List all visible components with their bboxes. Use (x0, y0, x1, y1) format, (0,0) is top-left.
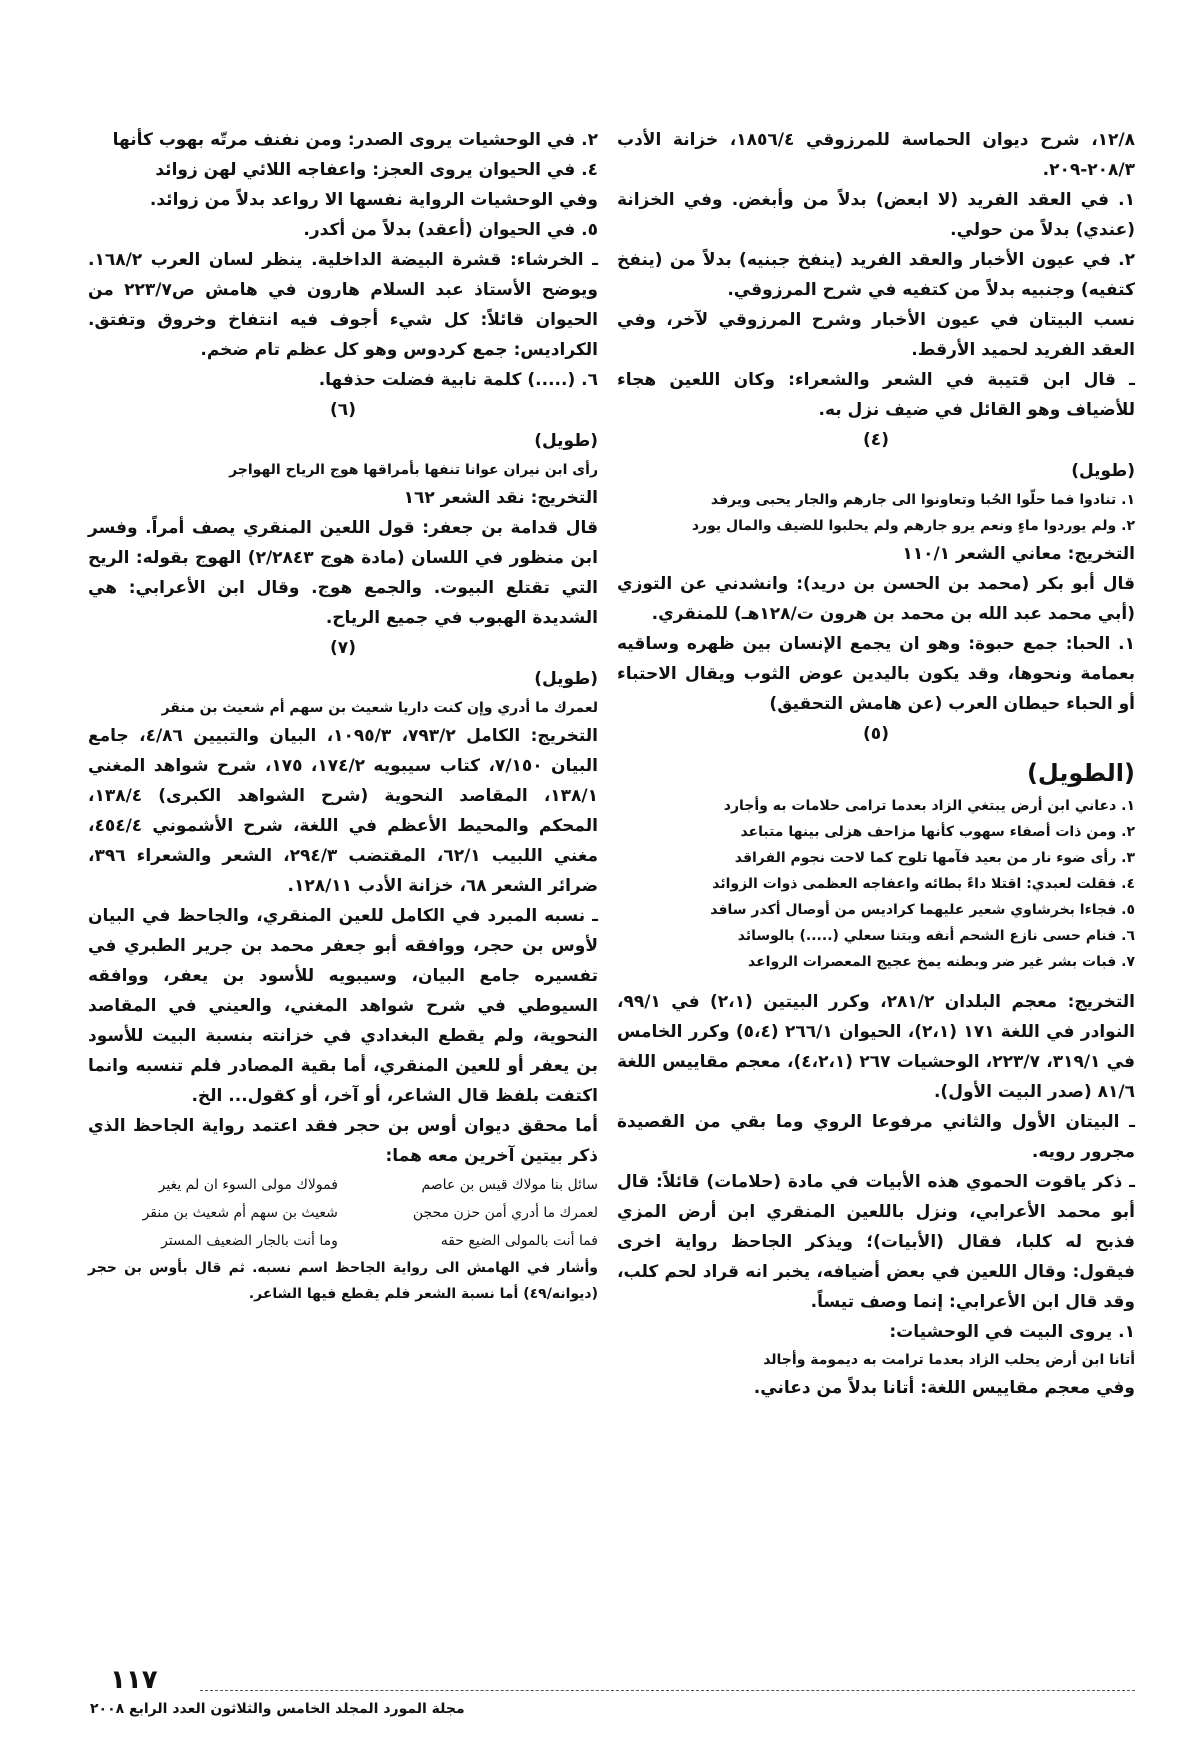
verse: ٥. فجاءا بخرشاوي شعير عليهما كراديس من أوصال أكدر سافد (710, 902, 1135, 918)
paragraph: ـ قال ابن قتيبة في الشعر والشعراء: وكان اللعين هجاء للأضياف وهو القائل في ضيف نزل به. (617, 370, 1135, 420)
section-number: (٧) (330, 638, 356, 658)
page-number: ١١٧ (110, 1665, 158, 1695)
meter-label: (الطويل) (1026, 759, 1135, 787)
paragraph: نسب البيتان في عيون الأخبار وشرح المرزوقي لآخر، وفي العقد الفريد لحميد الأرقط. (617, 310, 1135, 360)
verse-second-half: فمولاك مولى السوء ان لم يغير (158, 1177, 338, 1193)
verse: ١. دعاني ابن أرض يبتغي الزاد بعدما ترامى حلامات به وأجارد (723, 798, 1135, 814)
section-number: (٤) (863, 430, 889, 450)
paragraph: ١. الحبا: جمع حبوة: وهو ان يجمع الإنسان بين ظهره وساقيه بعمامة ونحوها، وقد يكون باليدين عوض الثوب ويقال الاحتباء أو الحباء حيطان العرب (عن هامش التحقيق) (617, 634, 1135, 714)
verse-first-half: لعمرك ما أدري أمن حزن محجن (412, 1205, 598, 1221)
paragraph: أما محقق ديوان أوس بن حجر فقد اعتمد رواية الجاحظ الذي ذكر بيتين آخرين معه هما: (88, 1116, 598, 1166)
paragraph: ٤. في الحيوان يروى العجز: واعفاجه اللائي لهن زوائد (155, 160, 598, 180)
verse: ٦. فنام حسى نازع الشحم أنفه وبتنا سعلي (.....) بالوسائد (737, 928, 1135, 944)
takhrij: التخريج: نقد الشعر ١٦٢ (403, 488, 598, 508)
paragraph: ٢. في الوحشيات يروى الصدر: ومن نفنف مرتّه بهوب كأنها (112, 130, 598, 150)
verse: ٤. فقلت لعبدي: اقتلا داءً بطائه واعفاجه العظمى ذوات الزوائد (712, 876, 1135, 892)
journal-title: مجلة المورد المجلد الخامس والثلاثون العدد الرابع ٢٠٠٨ (90, 1701, 465, 1717)
verse: لعمرك ما أدري وإن كنت داريا شعيث بن سهم أم شعيث بن منقر (161, 700, 598, 716)
verse: ٣. رأى ضوء نار من بعيد فآمها تلوح كما لاحت نجوم الفراقد (734, 850, 1135, 866)
verse-first-half: سائل بنا مولاك قيس بن عاصم (421, 1177, 598, 1193)
left-column (88, 125, 598, 1307)
paragraph: ـ ذكر ياقوت الحموي هذه الأبيات في مادة (حلامات) قائلاً: قال أبو محمد الأعرابي، ونزل باللعين المنقري ابن أرض المزي فذبح له كلبا، فقال (الأبيات)؛ ويذكر الجاحظ رواية اخرى فيقول: وقال اللعين في بعض أضيافه، يخبر انه قراد لحم كلب، وقد قال ابن الأعرابي: إنما وصف تيساً. (617, 1172, 1135, 1312)
paragraph: ـ نسبه المبرد في الكامل للعين المنقري، والجاحظ في البيان لأوس بن حجر، ووافقه أبو جعفر محمد بن جرير الطبري في تفسيره جامع البيان، وسيبويه للأسود بن يعفر، ووافقه السيوطي في شرح شواهد المغني، والعيني في المقاصد النحوية، ولم يقطع البغدادي في خزانته بنسبة البيت للأسود بن يعفر أو للعين المنقري، أما بقية المصادر فلم تنسبه وانما اكتفت بلفظ قال الشاعر، أو آخر، أو كقول... الخ. (88, 906, 598, 1106)
paragraph: ٦. (.....) كلمة نابية فضلت حذفها. (318, 370, 598, 390)
verse-row (88, 1199, 598, 1227)
meter-label: (طويل) (1071, 461, 1135, 481)
paragraph: قال أبو بكر (محمد بن الحسن بن دريد): وانشدني عن التوزي (أبي محمد عبد الله بن محمد بن هرون ت/١٢٨هـ) للمنقري. (617, 574, 1135, 624)
right-column (617, 125, 1135, 1403)
paragraph: وفي معجم مقاييس اللغة: أتانا بدلاً من دعاني. (753, 1378, 1135, 1398)
verse-row (88, 1171, 598, 1199)
paragraph: التخريج: معجم البلدان ٢٨١/٢، وكرر البيتين (٢،١) في ٩٩/١، النوادر في اللغة ١٧١ (٢،١)، الحيوان ٢٦٦/١ (٥،٤) وكرر الخامس في ٣١٩/١، ٢٢٣/٧، الوحشيات ٢٦٧ (٤،٢،١)، معجم مقاييس اللغة ٨١/٦ (صدر البيت الأول). (617, 992, 1136, 1102)
paragraph: ١. في العقد الفريد (لا ابعض) بدلاً من وأبغض. وفي الخزانة (عندي) بدلاً من حولي. (617, 190, 1135, 240)
verse: ١. تنادوا فما حلّوا الحُبا وتعاونوا الى جارهم والجار يحبى ويرفد (710, 492, 1135, 508)
paragraph: ـ الخرشاء: قشرة البيضة الداخلية. ينظر لسان العرب ١٦٨/٢. ويوضح الأستاذ عبد السلام هارون في هامش ص٢٢٣/٧ من الحيوان قائلاً: كل شيء أجوف فيه انتفاخ وخروق وتفتق. الكراديس: جمع كردوس وهو كل عظم تام ضخم. (88, 250, 598, 360)
verse: أتانا ابن أرض يحلب الزاد بعدما ترامت به ديمومة وأجالد (763, 1352, 1135, 1368)
section-number: (٥) (863, 724, 889, 744)
paragraph: ١٢/٨، شرح ديوان الحماسة للمرزوقي ١٨٥٦/٤، خزانة الأدب ٢٠٨/٣-٢٠٩. (617, 130, 1136, 180)
paragraph: ـ البيتان الأول والثاني مرفوعا الروي وما بقي من القصيدة مجرور رويه. (617, 1112, 1135, 1162)
verse-first-half: فما أنت بالمولى الضيع حقه (440, 1233, 598, 1249)
verse: ٢. ولم يوردوا ماءٍ ونعم يرو جارهم ولم يحلبوا للضيف والمال يورد (691, 518, 1135, 534)
paragraph: التخريج: الكامل ٧٩٣/٢، ١٠٩٥/٣، البيان والتبيين ٤/٨٦، جامع البيان ٧/١٥٠، كتاب سيبويه ١٧٤/٢، ١٧٥، شرح شواهد المغني ١٣٨/١، المقاصد النحوية (شرح الشواهد الكبرى) ١٣٨/٤، المحكم والمحيط الأعظم في اللغة، شرح الأشموني ٤٥٤/٤، مغني اللبيب ٦٢/١، المقتضب ٢٩٤/٣، الشعر والشعراء ٣٩٦، ضرائر الشعر ٦٨، خزانة الأدب ١٢٨/١١. (88, 726, 598, 896)
verse: رأى ابن نيران عوانا تنفها بأمراقها هوج الرياح الهواجر (229, 462, 598, 478)
meter-label: (طويل) (534, 431, 598, 451)
verse: ٢. ومن ذات أصفاء سهوب كأنها مزاحف هزلى بينها متباعد (740, 824, 1135, 840)
footer-divider (200, 1690, 1135, 1691)
paragraph: ١. يروى البيت في الوحشيات: (889, 1322, 1135, 1342)
paragraph: قال قدامة بن جعفر: قول اللعين المنقري يصف أمراً. وفسر ابن منظور في اللسان (مادة هوج ٢/٢٨٤٣) الهوج بقوله: الريح التي تقتلع البيوت. والجمع هوج. وقال ابن الأعرابي: هي الشديدة الهبوب في جميع الرياح. (88, 518, 598, 628)
takhrij: التخريج: معاني الشعر ١١٠/١ (902, 544, 1135, 564)
section-number: (٦) (330, 400, 356, 420)
meter-label: (طويل) (534, 669, 598, 689)
paragraph: وفي الوحشيات الرواية نفسها الا رواعد بدلاً من زوائد. (149, 190, 598, 210)
paragraph: وأشار في الهامش الى رواية الجاحظ اسم نسبه. ثم قال بأوس بن حجر (ديوانه/٤٩) أما نسبة الشعر فلم يقطع فيها الشاعر. (88, 1260, 598, 1302)
verse-row (88, 1227, 598, 1255)
paragraph: ٥. في الحيوان (أعقد) بدلاً من أكدر. (303, 220, 598, 240)
verse-second-half: شعيث بن سهم أم شعيث بن منقر (142, 1205, 338, 1221)
verse-second-half: وما أنت بالجار الضعيف المستر (161, 1233, 338, 1249)
verse: ٧. فبات بشر غير ضر وبطنه يمخ عجيج المعصرات الرواعد (748, 954, 1135, 970)
paragraph: ٢. في عيون الأخبار والعقد الفريد (ينفخ جبنيه) بدلاً من (ينفخ كتفيه) وجنبيه بدلاً من كتفيه في شرح المرزوقي. (617, 250, 1135, 300)
